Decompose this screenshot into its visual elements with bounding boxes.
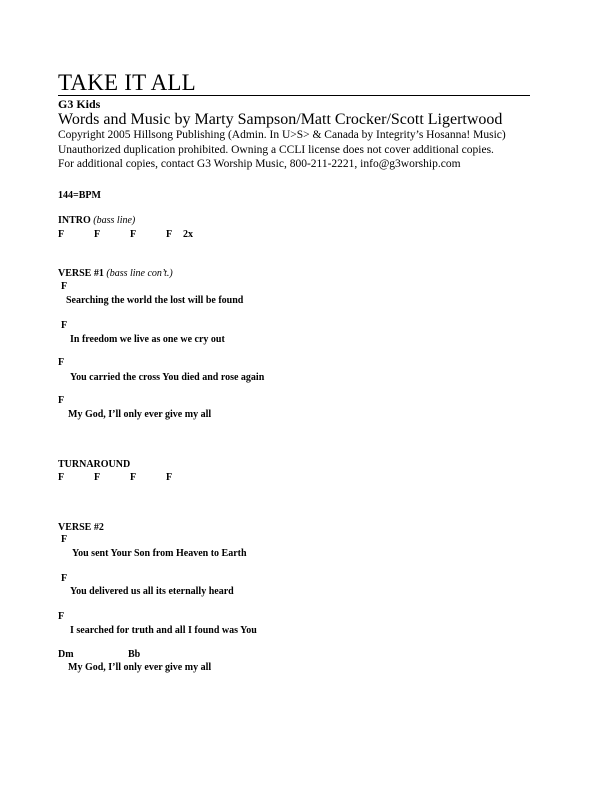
verse2-chord: Dm [58,649,74,660]
verse1-note: (bass line con’t.) [106,268,173,279]
verse1-chord: F [58,357,65,368]
verse1-label: VERSE #1 [58,268,104,279]
intro-label: INTRO [58,215,91,226]
turnaround-chord: F [94,472,101,483]
songwriter-credits: Words and Music by Marty Sampson/Matt Crocker/Scott Ligertwood [58,111,503,128]
song-title: TAKE IT ALL [58,70,196,95]
intro-chord: F [166,229,173,240]
verse2-chord: F [58,611,65,622]
turnaround-chord: F [166,472,173,483]
verse1-chord: F [61,281,68,292]
intro-chord: F [130,229,137,240]
verse1-lyric: My God, I’ll only ever give my all [68,409,212,420]
verse2-lyric: I searched for truth and all I found was You [70,625,257,636]
title-divider [58,95,530,96]
turnaround-label: TURNAROUND [58,459,131,470]
verse2-chord: F [61,573,68,584]
verse2-lyric: You delivered us all its eternally heard [70,586,234,597]
intro-chord: F [58,229,65,240]
verse2-chord: F [61,534,68,545]
verse1-lyric: Searching the world the lost will be found [66,295,244,306]
verse2-label: VERSE #2 [58,522,104,533]
license-line: Unauthorized duplication prohibited. Owning a CCLI license does not cover additional copies. [58,144,494,156]
verse1-chord: F [61,320,68,331]
turnaround-chord: F [130,472,137,483]
tempo: 144=BPM [58,190,101,201]
verse1-lyric: You carried the cross You died and rose again [70,372,265,383]
contact-line: For additional copies, contact G3 Worship Music, 800-211-2221, info@g3worship.com [58,158,461,170]
verse1-heading [58,268,173,279]
verse2-lyric: You sent Your Son from Heaven to Earth [72,548,247,559]
verse1-lyric: In freedom we live as one we cry out [70,334,225,345]
turnaround-chord: F [58,472,65,483]
intro-note: (bass line) [93,215,136,226]
intro-heading [58,215,135,226]
intro-chord: F [94,229,101,240]
verse2-lyric: My God, I’ll only ever give my all [68,662,212,673]
verse1-chord: F [58,395,65,406]
copyright-line: Copyright 2005 Hillsong Publishing (Admin. In U>S> & Canada by Integrity’s Hosanna! Music) [58,129,506,141]
artist-name: G3 Kids [58,97,101,111]
verse2-chord: Bb [128,649,141,660]
intro-repeat: 2x [183,229,193,240]
